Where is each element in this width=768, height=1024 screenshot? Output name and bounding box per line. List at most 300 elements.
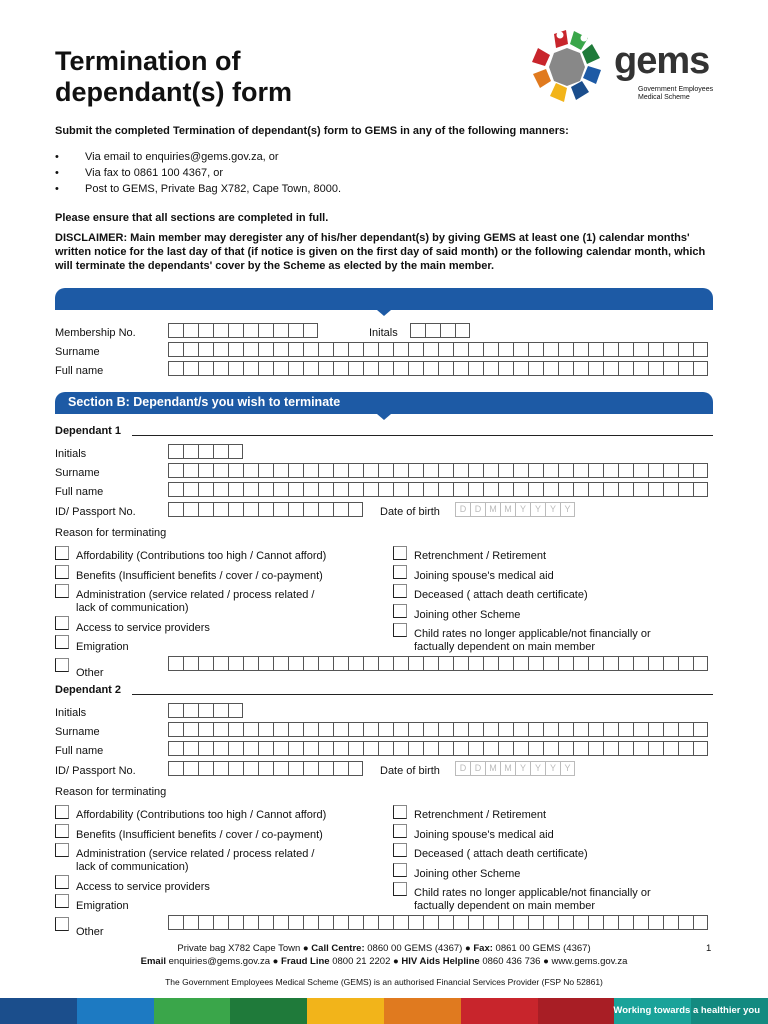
input-cell[interactable] [423, 482, 438, 497]
input-cell[interactable] [258, 656, 273, 671]
input-cell[interactable] [573, 361, 588, 376]
input-cell[interactable] [423, 361, 438, 376]
dob-cell[interactable]: Y [545, 502, 560, 517]
input-cell[interactable] [198, 342, 213, 357]
input-cell[interactable] [258, 323, 273, 338]
dob-cell[interactable]: Y [560, 502, 575, 517]
dob-cell[interactable]: Y [515, 761, 530, 776]
input-cell[interactable] [228, 463, 243, 478]
input-cell[interactable] [498, 741, 513, 756]
input-cell[interactable] [618, 656, 633, 671]
input-cell[interactable] [318, 482, 333, 497]
input-cell[interactable] [438, 482, 453, 497]
input-cell[interactable] [273, 915, 288, 930]
input-cell[interactable] [693, 342, 708, 357]
input-cell[interactable] [648, 741, 663, 756]
input-cell[interactable] [423, 463, 438, 478]
input-cell[interactable] [333, 342, 348, 357]
input-cell[interactable] [543, 741, 558, 756]
input-cell[interactable] [438, 361, 453, 376]
input-cell[interactable] [393, 741, 408, 756]
dependant-2-access-providers-checkbox[interactable] [55, 875, 69, 889]
input-cell[interactable] [483, 361, 498, 376]
input-cell[interactable] [573, 463, 588, 478]
dependant-1-other-field[interactable] [168, 656, 708, 671]
input-cell[interactable] [603, 361, 618, 376]
input-cell[interactable] [183, 482, 198, 497]
input-cell[interactable] [348, 741, 363, 756]
input-cell[interactable] [423, 741, 438, 756]
input-cell[interactable] [440, 323, 455, 338]
input-cell[interactable] [468, 361, 483, 376]
input-cell[interactable] [498, 656, 513, 671]
input-cell[interactable] [183, 361, 198, 376]
input-cell[interactable] [498, 361, 513, 376]
input-cell[interactable] [468, 463, 483, 478]
input-cell[interactable] [513, 361, 528, 376]
membership-number-field[interactable] [168, 323, 318, 338]
input-cell[interactable] [558, 741, 573, 756]
input-cell[interactable] [228, 722, 243, 737]
input-cell[interactable] [648, 342, 663, 357]
input-cell[interactable] [213, 482, 228, 497]
input-cell[interactable] [453, 741, 468, 756]
dependant-2-administration-checkbox[interactable] [55, 843, 69, 857]
input-cell[interactable] [258, 463, 273, 478]
input-cell[interactable] [468, 722, 483, 737]
input-cell[interactable] [363, 656, 378, 671]
input-cell[interactable] [288, 502, 303, 517]
input-cell[interactable] [693, 741, 708, 756]
input-cell[interactable] [273, 482, 288, 497]
input-cell[interactable] [348, 482, 363, 497]
input-cell[interactable] [183, 761, 198, 776]
input-cell[interactable] [558, 361, 573, 376]
input-cell[interactable] [168, 915, 183, 930]
input-cell[interactable] [663, 342, 678, 357]
input-cell[interactable] [213, 361, 228, 376]
input-cell[interactable] [633, 482, 648, 497]
input-cell[interactable] [543, 656, 558, 671]
input-cell[interactable] [648, 361, 663, 376]
input-cell[interactable] [273, 656, 288, 671]
input-cell[interactable] [258, 915, 273, 930]
input-cell[interactable] [618, 463, 633, 478]
input-cell[interactable] [558, 722, 573, 737]
input-cell[interactable] [588, 915, 603, 930]
dob-cell[interactable]: Y [560, 761, 575, 776]
input-cell[interactable] [213, 502, 228, 517]
input-cell[interactable] [528, 342, 543, 357]
member-surname-field[interactable] [168, 342, 708, 357]
member-fullname-field[interactable] [168, 361, 708, 376]
input-cell[interactable] [258, 361, 273, 376]
input-cell[interactable] [408, 482, 423, 497]
input-cell[interactable] [303, 502, 318, 517]
input-cell[interactable] [198, 722, 213, 737]
input-cell[interactable] [303, 741, 318, 756]
input-cell[interactable] [333, 502, 348, 517]
dependant-2-emigration-checkbox[interactable] [55, 894, 69, 908]
input-cell[interactable] [393, 342, 408, 357]
input-cell[interactable] [378, 656, 393, 671]
input-cell[interactable] [183, 323, 198, 338]
input-cell[interactable] [198, 703, 213, 718]
input-cell[interactable] [558, 482, 573, 497]
input-cell[interactable] [603, 722, 618, 737]
dependant-1-joining-other-scheme-checkbox[interactable] [393, 604, 407, 618]
dob-cell[interactable]: D [470, 502, 485, 517]
input-cell[interactable] [693, 463, 708, 478]
input-cell[interactable] [348, 361, 363, 376]
input-cell[interactable] [528, 722, 543, 737]
input-cell[interactable] [333, 656, 348, 671]
input-cell[interactable] [468, 342, 483, 357]
input-cell[interactable] [588, 741, 603, 756]
input-cell[interactable] [258, 502, 273, 517]
input-cell[interactable] [438, 722, 453, 737]
input-cell[interactable] [453, 361, 468, 376]
input-cell[interactable] [513, 482, 528, 497]
dob-cell[interactable]: D [455, 502, 470, 517]
footer-email-link[interactable]: enquiries@gems.gov.za [168, 956, 270, 967]
dependant-2-dob-field[interactable] [455, 761, 575, 776]
input-cell[interactable] [543, 342, 558, 357]
input-cell[interactable] [363, 741, 378, 756]
input-cell[interactable] [618, 342, 633, 357]
input-cell[interactable] [213, 444, 228, 459]
input-cell[interactable] [288, 656, 303, 671]
input-cell[interactable] [198, 502, 213, 517]
input-cell[interactable] [513, 342, 528, 357]
input-cell[interactable] [603, 342, 618, 357]
input-cell[interactable] [198, 323, 213, 338]
input-cell[interactable] [288, 915, 303, 930]
input-cell[interactable] [303, 656, 318, 671]
input-cell[interactable] [363, 915, 378, 930]
input-cell[interactable] [348, 915, 363, 930]
input-cell[interactable] [168, 361, 183, 376]
input-cell[interactable] [228, 342, 243, 357]
dob-cell[interactable]: M [485, 502, 500, 517]
input-cell[interactable] [513, 722, 528, 737]
input-cell[interactable] [213, 741, 228, 756]
input-cell[interactable] [498, 722, 513, 737]
input-cell[interactable] [198, 482, 213, 497]
input-cell[interactable] [573, 722, 588, 737]
input-cell[interactable] [303, 361, 318, 376]
input-cell[interactable] [258, 482, 273, 497]
input-cell[interactable] [543, 482, 558, 497]
input-cell[interactable] [333, 761, 348, 776]
input-cell[interactable] [468, 915, 483, 930]
input-cell[interactable] [573, 656, 588, 671]
dependant-1-deceased-checkbox[interactable] [393, 584, 407, 598]
input-cell[interactable] [198, 361, 213, 376]
input-cell[interactable] [558, 342, 573, 357]
input-cell[interactable] [288, 463, 303, 478]
input-cell[interactable] [213, 761, 228, 776]
dob-cell[interactable]: Y [530, 761, 545, 776]
input-cell[interactable] [348, 761, 363, 776]
input-cell[interactable] [183, 502, 198, 517]
input-cell[interactable] [198, 761, 213, 776]
input-cell[interactable] [168, 502, 183, 517]
input-cell[interactable] [588, 463, 603, 478]
dob-cell[interactable]: M [500, 761, 515, 776]
input-cell[interactable] [228, 703, 243, 718]
input-cell[interactable] [693, 482, 708, 497]
input-cell[interactable] [303, 761, 318, 776]
input-cell[interactable] [498, 482, 513, 497]
input-cell[interactable] [528, 741, 543, 756]
input-cell[interactable] [408, 361, 423, 376]
input-cell[interactable] [288, 323, 303, 338]
input-cell[interactable] [168, 482, 183, 497]
input-cell[interactable] [663, 722, 678, 737]
input-cell[interactable] [693, 722, 708, 737]
input-cell[interactable] [318, 656, 333, 671]
footer-website-link[interactable]: www.gems.gov.za [551, 956, 628, 967]
input-cell[interactable] [438, 463, 453, 478]
input-cell[interactable] [528, 915, 543, 930]
input-cell[interactable] [528, 656, 543, 671]
input-cell[interactable] [288, 342, 303, 357]
input-cell[interactable] [543, 915, 558, 930]
input-cell[interactable] [468, 741, 483, 756]
dependant-2-other-field[interactable] [168, 915, 708, 930]
input-cell[interactable] [410, 323, 425, 338]
input-cell[interactable] [393, 722, 408, 737]
input-cell[interactable] [198, 656, 213, 671]
dependant-2-benefits-checkbox[interactable] [55, 824, 69, 838]
input-cell[interactable] [588, 342, 603, 357]
dependant-1-initials-field[interactable] [168, 444, 243, 459]
dependant-2-fullname-field[interactable] [168, 741, 708, 756]
input-cell[interactable] [558, 656, 573, 671]
input-cell[interactable] [438, 342, 453, 357]
input-cell[interactable] [483, 342, 498, 357]
input-cell[interactable] [633, 361, 648, 376]
dependant-2-initials-field[interactable] [168, 703, 243, 718]
input-cell[interactable] [288, 482, 303, 497]
input-cell[interactable] [423, 342, 438, 357]
input-cell[interactable] [213, 323, 228, 338]
input-cell[interactable] [213, 703, 228, 718]
input-cell[interactable] [423, 915, 438, 930]
dependant-1-surname-field[interactable] [168, 463, 708, 478]
dob-cell[interactable]: M [485, 761, 500, 776]
input-cell[interactable] [408, 342, 423, 357]
input-cell[interactable] [543, 463, 558, 478]
input-cell[interactable] [498, 463, 513, 478]
input-cell[interactable] [183, 915, 198, 930]
member-initials-field[interactable] [410, 323, 470, 338]
input-cell[interactable] [243, 656, 258, 671]
input-cell[interactable] [228, 323, 243, 338]
input-cell[interactable] [528, 463, 543, 478]
input-cell[interactable] [633, 463, 648, 478]
input-cell[interactable] [543, 361, 558, 376]
dependant-1-affordability-checkbox[interactable] [55, 546, 69, 560]
input-cell[interactable] [603, 482, 618, 497]
input-cell[interactable] [243, 915, 258, 930]
input-cell[interactable] [678, 482, 693, 497]
input-cell[interactable] [258, 342, 273, 357]
input-cell[interactable] [303, 342, 318, 357]
input-cell[interactable] [408, 915, 423, 930]
input-cell[interactable] [453, 482, 468, 497]
input-cell[interactable] [633, 656, 648, 671]
input-cell[interactable] [408, 463, 423, 478]
input-cell[interactable] [288, 722, 303, 737]
dependant-1-id-field[interactable] [168, 502, 363, 517]
input-cell[interactable] [318, 761, 333, 776]
input-cell[interactable] [363, 342, 378, 357]
input-cell[interactable] [483, 463, 498, 478]
input-cell[interactable] [348, 722, 363, 737]
dob-cell[interactable]: D [455, 761, 470, 776]
input-cell[interactable] [693, 656, 708, 671]
input-cell[interactable] [318, 463, 333, 478]
dob-cell[interactable]: M [500, 502, 515, 517]
input-cell[interactable] [228, 482, 243, 497]
dependant-1-retrenchment-checkbox[interactable] [393, 546, 407, 560]
input-cell[interactable] [573, 342, 588, 357]
dependant-1-access-providers-checkbox[interactable] [55, 616, 69, 630]
input-cell[interactable] [333, 722, 348, 737]
input-cell[interactable] [633, 741, 648, 756]
input-cell[interactable] [513, 656, 528, 671]
input-cell[interactable] [318, 361, 333, 376]
input-cell[interactable] [303, 915, 318, 930]
input-cell[interactable] [513, 915, 528, 930]
input-cell[interactable] [333, 361, 348, 376]
dependant-2-id-field[interactable] [168, 761, 363, 776]
input-cell[interactable] [453, 463, 468, 478]
input-cell[interactable] [468, 656, 483, 671]
input-cell[interactable] [438, 915, 453, 930]
dependant-1-emigration-checkbox[interactable] [55, 635, 69, 649]
input-cell[interactable] [483, 741, 498, 756]
input-cell[interactable] [678, 656, 693, 671]
input-cell[interactable] [393, 361, 408, 376]
input-cell[interactable] [288, 361, 303, 376]
input-cell[interactable] [618, 915, 633, 930]
input-cell[interactable] [243, 463, 258, 478]
input-cell[interactable] [303, 463, 318, 478]
input-cell[interactable] [243, 342, 258, 357]
input-cell[interactable] [213, 915, 228, 930]
input-cell[interactable] [438, 741, 453, 756]
input-cell[interactable] [273, 323, 288, 338]
input-cell[interactable] [678, 741, 693, 756]
input-cell[interactable] [378, 915, 393, 930]
input-cell[interactable] [168, 722, 183, 737]
input-cell[interactable] [273, 463, 288, 478]
input-cell[interactable] [243, 323, 258, 338]
input-cell[interactable] [168, 741, 183, 756]
input-cell[interactable] [618, 361, 633, 376]
input-cell[interactable] [168, 761, 183, 776]
input-cell[interactable] [468, 482, 483, 497]
input-cell[interactable] [168, 342, 183, 357]
input-cell[interactable] [693, 361, 708, 376]
input-cell[interactable] [198, 741, 213, 756]
input-cell[interactable] [228, 915, 243, 930]
dependant-2-surname-field[interactable] [168, 722, 708, 737]
dob-cell[interactable]: D [470, 761, 485, 776]
input-cell[interactable] [633, 342, 648, 357]
input-cell[interactable] [618, 741, 633, 756]
input-cell[interactable] [183, 741, 198, 756]
input-cell[interactable] [183, 444, 198, 459]
input-cell[interactable] [423, 722, 438, 737]
input-cell[interactable] [363, 361, 378, 376]
input-cell[interactable] [573, 741, 588, 756]
dependant-2-affordability-checkbox[interactable] [55, 805, 69, 819]
input-cell[interactable] [513, 463, 528, 478]
input-cell[interactable] [455, 323, 470, 338]
input-cell[interactable] [453, 915, 468, 930]
input-cell[interactable] [618, 482, 633, 497]
input-cell[interactable] [408, 722, 423, 737]
input-cell[interactable] [393, 656, 408, 671]
dependant-1-other-checkbox[interactable] [55, 658, 69, 672]
input-cell[interactable] [678, 361, 693, 376]
input-cell[interactable] [678, 915, 693, 930]
input-cell[interactable] [693, 915, 708, 930]
input-cell[interactable] [528, 361, 543, 376]
input-cell[interactable] [678, 342, 693, 357]
input-cell[interactable] [378, 741, 393, 756]
input-cell[interactable] [183, 463, 198, 478]
input-cell[interactable] [633, 915, 648, 930]
input-cell[interactable] [303, 482, 318, 497]
input-cell[interactable] [663, 463, 678, 478]
input-cell[interactable] [273, 741, 288, 756]
input-cell[interactable] [393, 482, 408, 497]
input-cell[interactable] [243, 741, 258, 756]
dependant-1-joining-spouse-checkbox[interactable] [393, 565, 407, 579]
input-cell[interactable] [603, 656, 618, 671]
input-cell[interactable] [558, 915, 573, 930]
input-cell[interactable] [588, 361, 603, 376]
input-cell[interactable] [303, 323, 318, 338]
input-cell[interactable] [228, 444, 243, 459]
input-cell[interactable] [438, 656, 453, 671]
input-cell[interactable] [648, 482, 663, 497]
input-cell[interactable] [378, 722, 393, 737]
input-cell[interactable] [273, 342, 288, 357]
input-cell[interactable] [273, 361, 288, 376]
dependant-2-joining-other-scheme-checkbox[interactable] [393, 863, 407, 877]
input-cell[interactable] [378, 463, 393, 478]
input-cell[interactable] [258, 761, 273, 776]
input-cell[interactable] [228, 761, 243, 776]
input-cell[interactable] [243, 502, 258, 517]
input-cell[interactable] [333, 915, 348, 930]
input-cell[interactable] [168, 703, 183, 718]
input-cell[interactable] [243, 722, 258, 737]
input-cell[interactable] [213, 656, 228, 671]
input-cell[interactable] [213, 722, 228, 737]
input-cell[interactable] [198, 915, 213, 930]
input-cell[interactable] [198, 463, 213, 478]
input-cell[interactable] [318, 722, 333, 737]
input-cell[interactable] [543, 722, 558, 737]
input-cell[interactable] [333, 463, 348, 478]
